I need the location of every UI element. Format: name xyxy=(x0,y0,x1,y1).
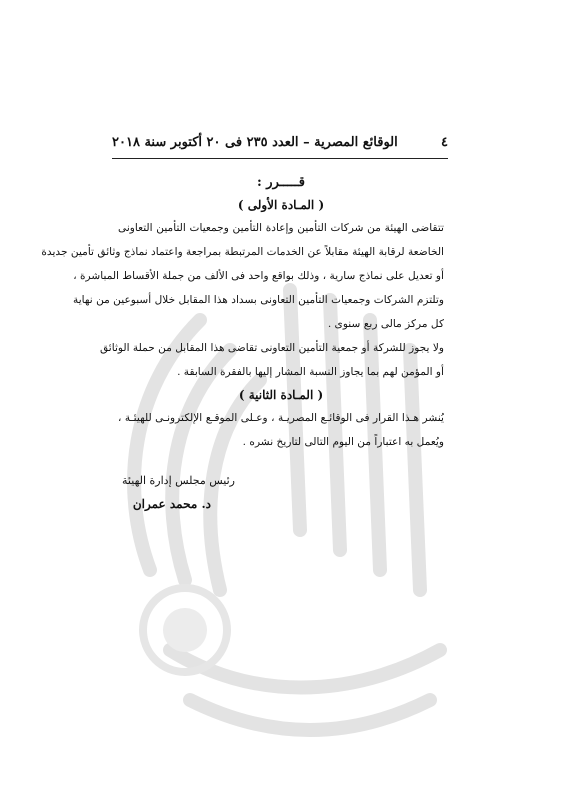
article-1-line: تتقاضى الهيئة من شركات التأمين وإعادة التأمين وجمعيات التأمين التعاونى xyxy=(118,222,444,234)
article-2-line: يُنشر هـذا القرار فى الوقائـع المصريـة ، وعـلى الموقـع الإلكترونـى للهيئـة ، xyxy=(118,412,444,424)
article-1-line: الخاضعة لرقابة الهيئة مقابلاً عن الخدمات المرتبطة بمراجعة واعتماد نماذج وثائق تأمين جديدة xyxy=(41,246,444,258)
article-2-line: ويُعمل به اعتباراً من اليوم التالى لتاريخ نشره . xyxy=(242,436,444,448)
page-header xyxy=(112,131,448,153)
page-number: ٤ xyxy=(441,134,448,150)
article-1-line: ولا يجوز للشركة أو جمعية التأمين التعاونى تقاضى هذا المقابل من حملة الوثائق xyxy=(99,342,444,354)
signatory-title: رئيس مجلس إدارة الهيئة xyxy=(122,474,235,487)
header-divider xyxy=(112,158,448,159)
decree-heading: قـــــرر : xyxy=(256,175,306,190)
article-1-line: كل مركز مالى ربع سنوى . xyxy=(327,318,444,330)
article-1-title: ( المـادة الأولى ) xyxy=(237,198,325,212)
article-2-title: ( المـادة الثانية ) xyxy=(238,388,324,402)
article-1-line: أو تعديل على نماذج سارية ، وذلك بواقع واحد فى الألف من جملة الأقساط المباشرة ، xyxy=(73,270,444,282)
gazette-issue-title: الوقائع المصرية – العدد ٢٣٥ فى ٢٠ أكتوبر سنة ٢٠١٨ xyxy=(112,134,398,150)
article-1-line: أو المؤمن لهم بما يجاوز النسبة المشار إليها بالفقرة السابقة . xyxy=(177,366,444,378)
article-1-line: وتلتزم الشركات وجمعيات التأمين التعاونى بسداد هذا المقابل خلال أسبوعين من نهاية xyxy=(73,294,444,306)
decree-body xyxy=(41,172,444,454)
signatory-name: د. محمد عمران xyxy=(132,497,211,511)
